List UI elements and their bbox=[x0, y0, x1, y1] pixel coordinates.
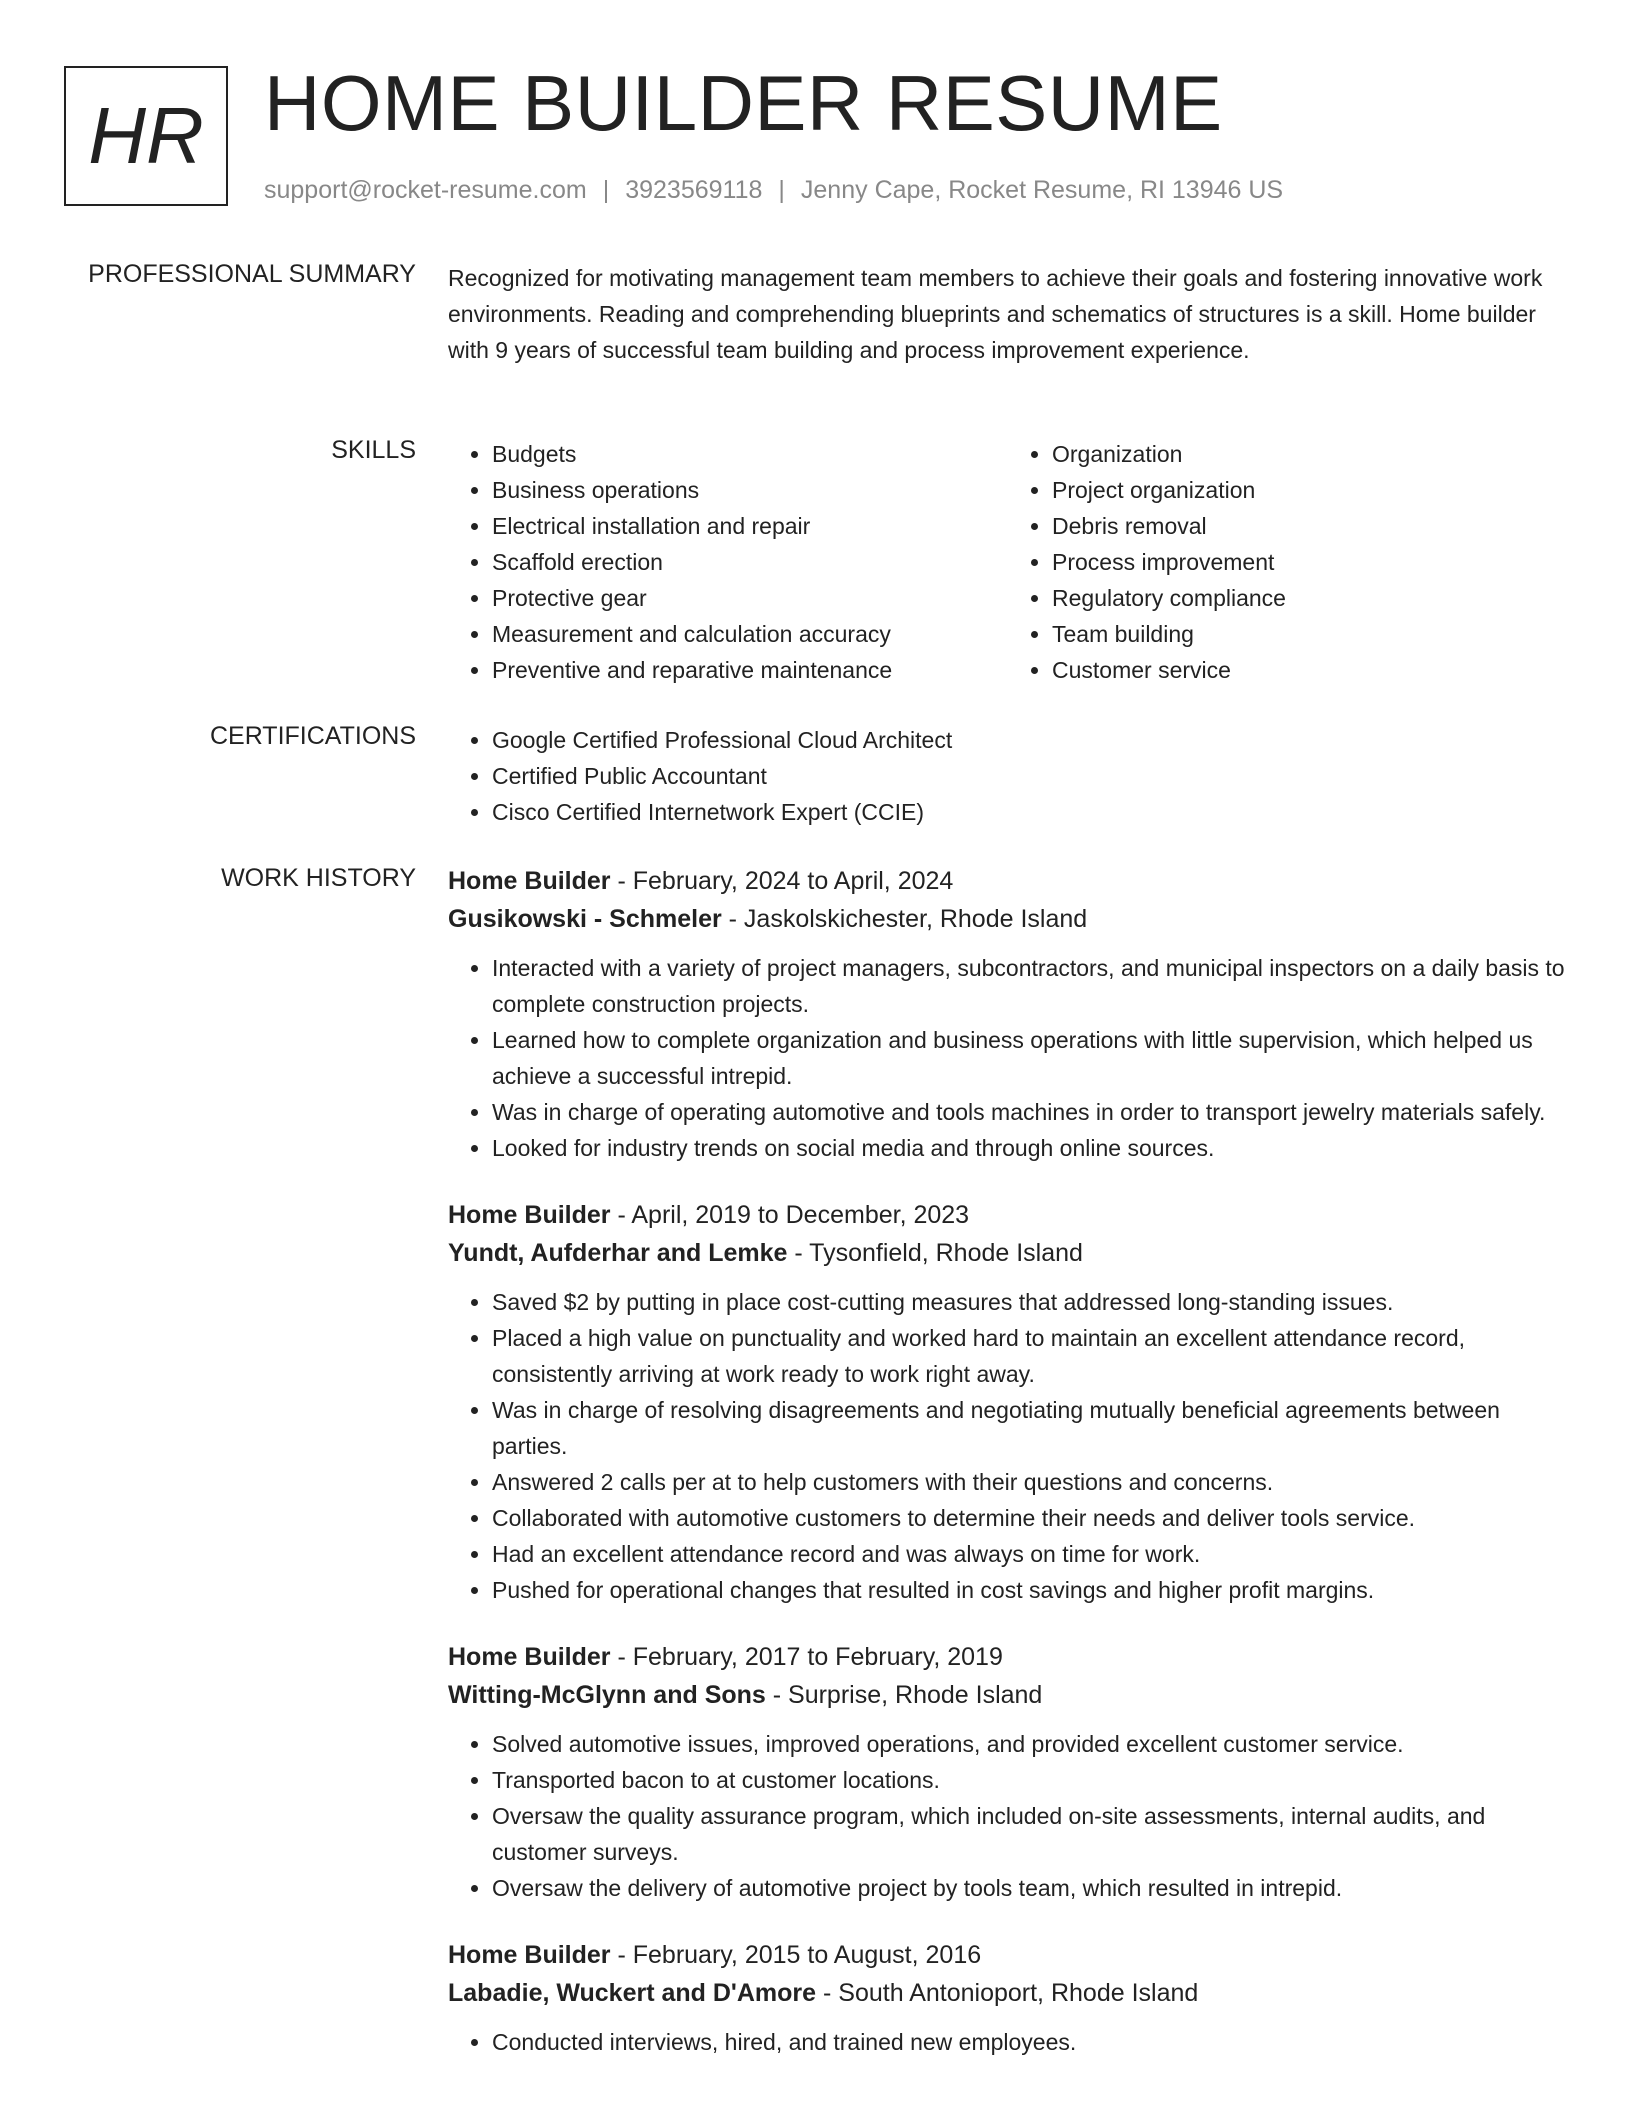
section-label-work-history: WORK HISTORY bbox=[221, 864, 416, 892]
job-dates: - February, 2017 to February, 2019 bbox=[610, 1643, 1003, 1671]
job-entry bbox=[448, 1196, 1568, 1608]
job-heading bbox=[448, 862, 1568, 900]
section-label-certifications: CERTIFICATIONS bbox=[209, 722, 416, 750]
job-location: - Surprise, Rhode Island bbox=[765, 1681, 1043, 1709]
job-title: Home Builder bbox=[448, 867, 611, 895]
skill-item: • Preventive and reparative maintenance bbox=[492, 652, 1008, 688]
skill-item: • Debris removal bbox=[1052, 508, 1568, 544]
job-bullet: • Solved automotive issues, improved operations, and provided excellent customer service. bbox=[492, 1726, 1568, 1762]
job-bullet: • Saved $2 by putting in place cost-cutting measures that addressed long-standing issues. bbox=[492, 1284, 1568, 1320]
job-bullet: • Placed a high value on punctuality and worked hard to maintain an excellent attendance record, consistently arriving at work ready to work right away. bbox=[492, 1320, 1568, 1392]
job-company-line bbox=[448, 1974, 1568, 2012]
job-bullet: • Conducted interviews, hired, and trained new employees. bbox=[492, 2024, 1568, 2060]
job-company: Gusikowski - Schmeler bbox=[448, 905, 722, 933]
skill-item: • Organization bbox=[1052, 436, 1568, 472]
job-entry bbox=[448, 862, 1568, 1166]
certification-item: • Cisco Certified Internetwork Expert (CCIE) bbox=[492, 794, 1568, 830]
job-title: Home Builder bbox=[448, 1941, 611, 1969]
skill-item: • Customer service bbox=[1052, 652, 1568, 688]
skill-item: • Scaffold erection bbox=[492, 544, 1008, 580]
job-heading bbox=[448, 1196, 1568, 1234]
section-label-summary: PROFESSIONAL SUMMARY bbox=[88, 260, 416, 288]
skills-list-right bbox=[1008, 436, 1568, 688]
job-location: - South Antonioport, Rhode Island bbox=[816, 1979, 1199, 2007]
skill-item: • Team building bbox=[1052, 616, 1568, 652]
skill-item: • Process improvement bbox=[1052, 544, 1568, 580]
job-location: - Jaskolskichester, Rhode Island bbox=[721, 905, 1088, 933]
contact-phone[interactable]: 3923569118 bbox=[625, 176, 763, 204]
job-location: - Tysonfield, Rhode Island bbox=[787, 1239, 1083, 1267]
resume-title: HOME BUILDER RESUME bbox=[264, 59, 1223, 147]
job-bullet: • Was in charge of operating automotive and tools machines in order to transport jewelry materials safely. bbox=[492, 1094, 1568, 1130]
job-entry bbox=[448, 1936, 1568, 2060]
job-bullets bbox=[448, 1726, 1568, 1906]
job-bullet: • Collaborated with automotive customers to determine their needs and deliver tools service. bbox=[492, 1500, 1568, 1536]
job-heading bbox=[448, 1936, 1568, 1974]
job-bullet: • Pushed for operational changes that resulted in cost savings and higher profit margins. bbox=[492, 1572, 1568, 1608]
job-bullets bbox=[448, 1284, 1568, 1608]
job-company-line bbox=[448, 1234, 1568, 1272]
job-bullet: • Answered 2 calls per at to help customers with their questions and concerns. bbox=[492, 1464, 1568, 1500]
contact-separator: | bbox=[778, 176, 785, 204]
job-bullet: • Was in charge of resolving disagreements and negotiating mutually beneficial agreements between parties. bbox=[492, 1392, 1568, 1464]
job-company-line bbox=[448, 900, 1568, 938]
skills-list-left bbox=[448, 436, 1008, 688]
job-title: Home Builder bbox=[448, 1643, 611, 1671]
certifications-body bbox=[448, 722, 1568, 830]
job-dates: - February, 2024 to April, 2024 bbox=[610, 867, 954, 895]
job-dates: - April, 2019 to December, 2023 bbox=[610, 1201, 970, 1229]
skill-item: • Business operations bbox=[492, 472, 1008, 508]
job-title: Home Builder bbox=[448, 1201, 611, 1229]
contact-email[interactable]: support@rocket-resume.com bbox=[264, 176, 587, 204]
job-company: Labadie, Wuckert and D'Amore bbox=[448, 1979, 817, 2007]
job-bullet: • Oversaw the delivery of automotive project by tools team, which resulted in intrepid. bbox=[492, 1870, 1568, 1906]
certification-item: • Certified Public Accountant bbox=[492, 758, 1568, 794]
job-dates: - February, 2015 to August, 2016 bbox=[610, 1941, 982, 1969]
job-bullet: • Looked for industry trends on social media and through online sources. bbox=[492, 1130, 1568, 1166]
skill-item: • Protective gear bbox=[492, 580, 1008, 616]
skill-item: • Regulatory compliance bbox=[1052, 580, 1568, 616]
job-bullets bbox=[448, 2024, 1568, 2060]
job-bullet: • Transported bacon to at customer locations. bbox=[492, 1762, 1568, 1798]
skill-item: • Measurement and calculation accuracy bbox=[492, 616, 1008, 652]
job-company: Yundt, Aufderhar and Lemke bbox=[448, 1239, 788, 1267]
skill-item: • Project organization bbox=[1052, 472, 1568, 508]
job-company-line bbox=[448, 1676, 1568, 1714]
certification-item: • Google Certified Professional Cloud Architect bbox=[492, 722, 1568, 758]
job-bullet: • Interacted with a variety of project managers, subcontractors, and municipal inspectors on a daily basis to complete construction projects. bbox=[492, 950, 1568, 1022]
job-heading bbox=[448, 1638, 1568, 1676]
job-company: Witting-McGlynn and Sons bbox=[448, 1681, 766, 1709]
work-history-body bbox=[448, 862, 1568, 2090]
section-label-skills: SKILLS bbox=[331, 436, 416, 464]
job-bullet: • Learned how to complete organization and business operations with little supervision, which helped us achieve a successful intrepid. bbox=[492, 1022, 1568, 1094]
contact-address: Jenny Cape, Rocket Resume, RI 13946 US bbox=[800, 176, 1284, 204]
job-entry bbox=[448, 1638, 1568, 1906]
skill-item: • Budgets bbox=[492, 436, 1008, 472]
summary-text: Recognized for motivating management team members to achieve their goals and fostering innovative work environments. Reading and comprehending blueprints and schematics of structures is a skill. Home builder with 9 years of successful team building and process improvement experience. bbox=[448, 265, 1543, 363]
job-bullet: • Oversaw the quality assurance program, which included on-site assessments, internal audits, and customer surveys. bbox=[492, 1798, 1568, 1870]
contact-separator: | bbox=[602, 176, 610, 204]
skills-columns bbox=[448, 436, 1568, 688]
job-bullet: • Had an excellent attendance record and was always on time for work. bbox=[492, 1536, 1568, 1572]
skill-item: • Electrical installation and repair bbox=[492, 508, 1008, 544]
monogram-logo: HR bbox=[64, 66, 228, 206]
job-bullets bbox=[448, 950, 1568, 1166]
contact-line bbox=[264, 176, 1283, 205]
certifications-list bbox=[448, 722, 1568, 830]
